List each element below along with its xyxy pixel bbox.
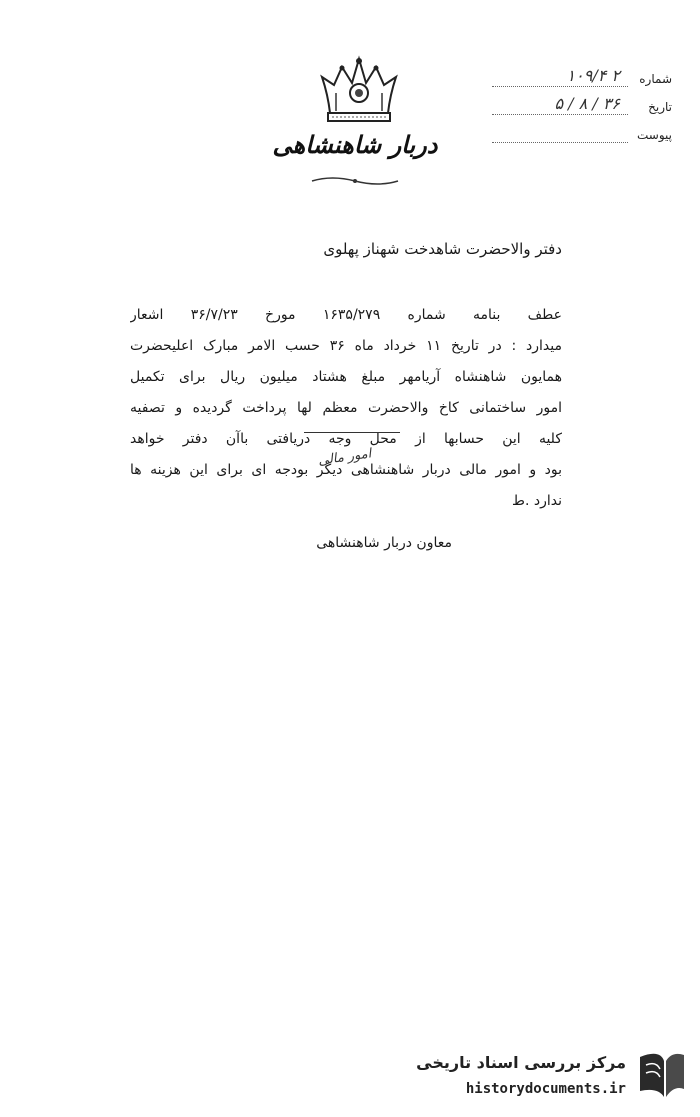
reference-date-value: ۵ / ۸ / ۳۶ bbox=[554, 94, 620, 113]
reference-number-label: شماره bbox=[639, 72, 672, 86]
reference-date-line bbox=[492, 114, 628, 115]
archive-watermark bbox=[398, 1045, 688, 1109]
handwritten-insert: امور مالی bbox=[317, 446, 373, 469]
letter-addressee: دفتر والاحضرت شاهدخت شهناز پهلوی bbox=[323, 240, 562, 258]
reference-number-value: ۱۰۹/۴ ۲ bbox=[566, 66, 620, 85]
handwritten-underline bbox=[304, 432, 400, 433]
court-title: دربار شاهنشاهی bbox=[272, 130, 438, 159]
reference-attachment-row bbox=[482, 122, 672, 150]
letter-body bbox=[130, 300, 562, 517]
archive-url: historydocuments.ir bbox=[465, 1081, 626, 1097]
letter-line: بود و امور مالی دربار شاهنشاهی دیگر بودجه ای برای این هزینه ها bbox=[130, 462, 562, 478]
crown-icon bbox=[316, 55, 402, 125]
reference-number-row bbox=[482, 66, 672, 94]
letter-line: امور ساختمانی کاخ والاحضرت معظم لها پرداخت گردیده و تصفیه bbox=[130, 400, 562, 416]
letter-line: کلیه این حسابها از محل وجه دریافتی باآن دفتر خواهد bbox=[130, 431, 562, 447]
reference-attachment-label: پیوست bbox=[637, 128, 672, 142]
letter-line: همایون شاهنشاه آریامهر مبلغ هشتاد میلیون ریال برای تکمیل bbox=[130, 369, 562, 385]
reference-date-label: تاریخ bbox=[648, 100, 672, 114]
title-flourish-icon bbox=[310, 174, 400, 188]
archive-name: مرکز بررسی اسناد تاریخی bbox=[416, 1053, 626, 1072]
letter-line: میدارد : در تاریخ ۱۱ خرداد ماه ۳۶ حسب الامر مبارک اعلیحضرت bbox=[130, 338, 562, 354]
reference-block bbox=[482, 66, 672, 150]
letter-line: ندارد .ط bbox=[512, 493, 562, 509]
open-book-logo-icon bbox=[634, 1047, 688, 1103]
reference-date-row bbox=[482, 94, 672, 122]
signature-title: معاون دربار شاهنشاهی bbox=[316, 535, 452, 551]
reference-number-line bbox=[492, 86, 628, 87]
letter-line: عطف بنامه شماره ۱۶۳۵/۲۷۹ مورخ ۳۶/۷/۲۳ اشعار bbox=[130, 307, 562, 323]
reference-attachment-line bbox=[492, 142, 628, 143]
